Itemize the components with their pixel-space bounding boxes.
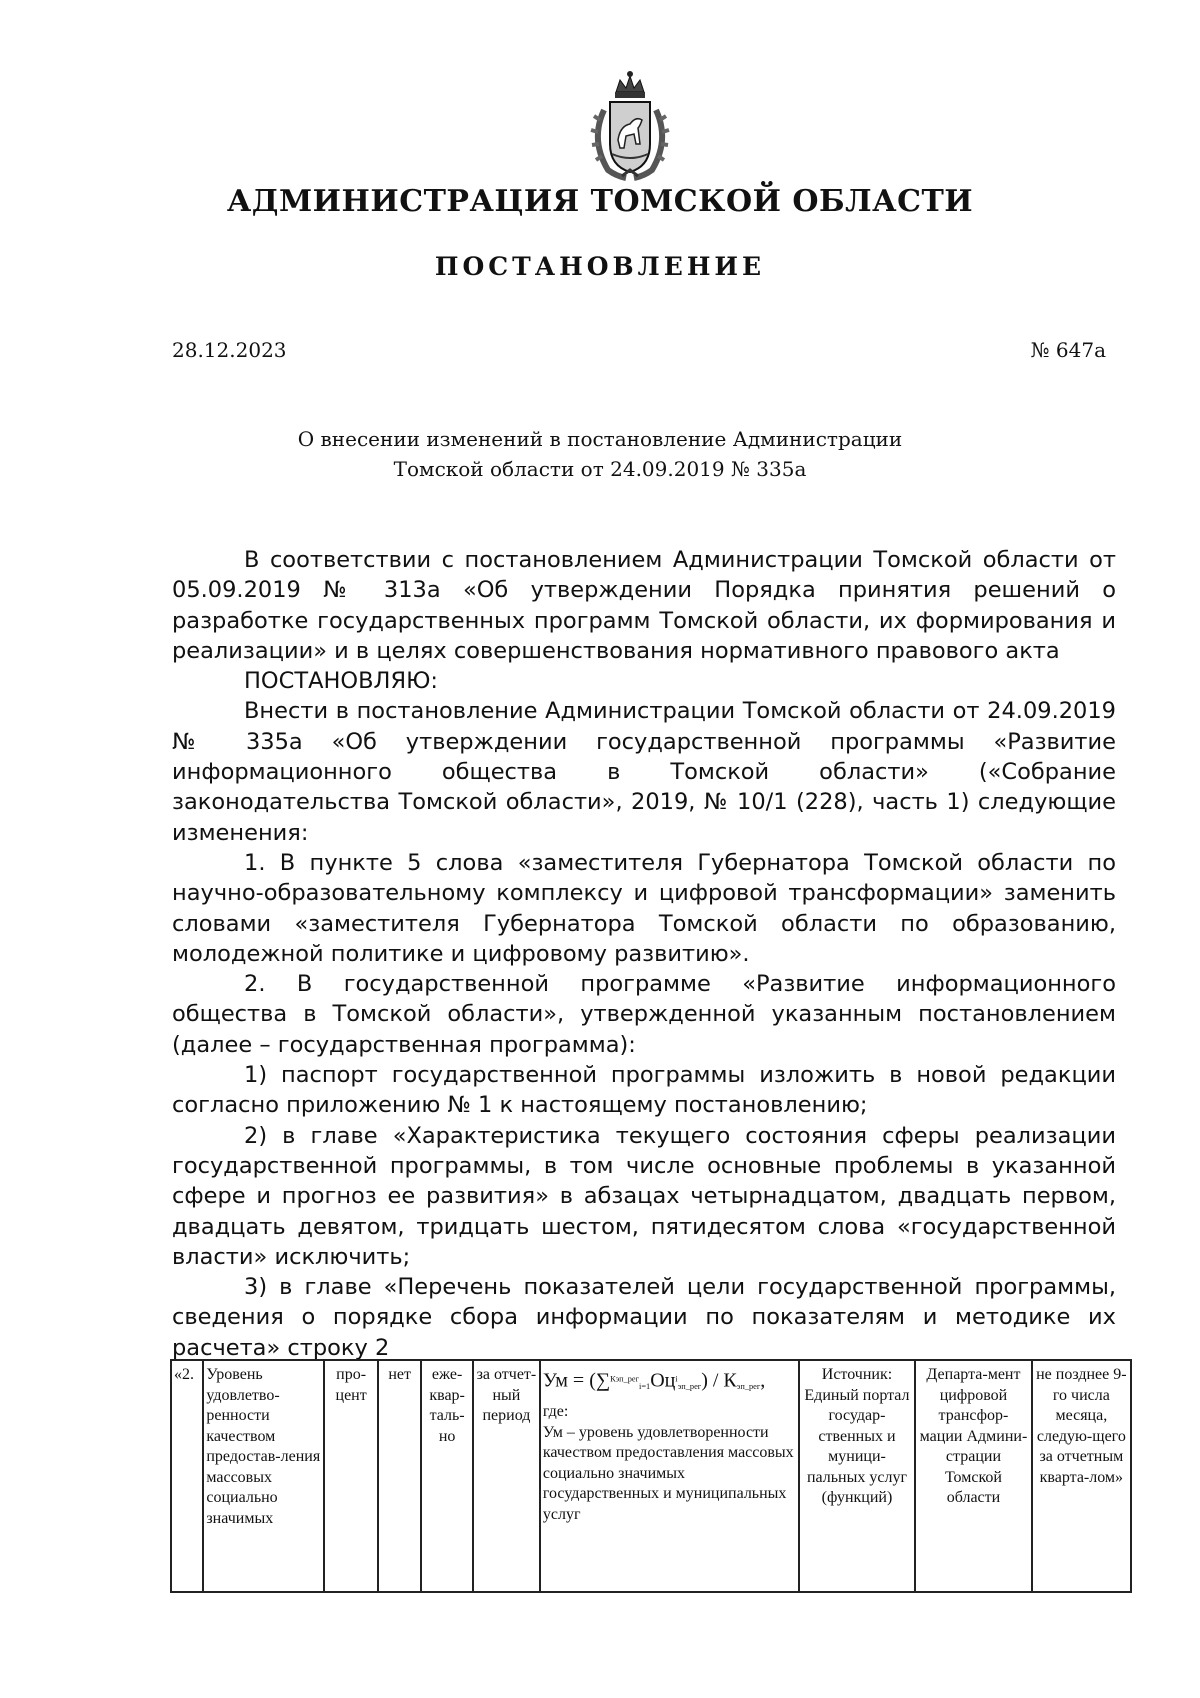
table-row: [171, 1360, 1131, 1592]
cell-deadline: не позднее 9-го числа месяца, следую-щего за отчетным кварта-лом»: [1032, 1360, 1131, 1592]
cell-indicator: Уровень удовлетво-ренности качеством предостав-ления массовых социально значимых: [203, 1360, 324, 1592]
decree-word: ПОСТАНОВЛЯЮ:: [244, 668, 438, 695]
organization-title: АДМИНИСТРАЦИЯ ТОМСКОЙ ОБЛАСТИ: [226, 184, 974, 219]
indicator-table-wrapper: [170, 1359, 1132, 1593]
formula-term-sub: эп_рег: [677, 1382, 702, 1392]
cell-responsible: Департа-мент цифровой трансфор-мации Админи-страции Томской области: [915, 1360, 1031, 1592]
formula-term: Оц: [650, 1369, 676, 1392]
cell-periodicity: еже-квар-таль-но: [421, 1360, 473, 1592]
formula-where: где:: [542, 1403, 569, 1421]
document-number: № 647а: [1030, 338, 1106, 362]
subject-line-1: О внесении изменений в постановление Администрации: [297, 427, 903, 451]
paragraph-amendment-intro: Внести в постановление Администрации Томской области от 24.09.2019 № 335а «Об утверждении государственной программы «Развитие информационного общества в Томской области» («Собрание законодательства Томской области», 2019, № 10/1 (228), часть 1) следующие изменения:: [172, 698, 1116, 846]
document-body: [172, 545, 1116, 1363]
formula-definition: Ум – уровень удовлетворенности качеством предоставления массовых социально значимых государственных и муниципальных услуг: [542, 1423, 794, 1523]
subject-line-2: Томской области от 24.09.2019 № 335а: [393, 457, 807, 481]
calculation-formula: [543, 1365, 796, 1402]
paragraph-item-1: 1. В пункте 5 слова «заместителя Губернатора Томской области по научно-образовательному комплексу и цифровой трансформации» заменить словами «заместителя Губернатора Томской области по образованию, молодежной политике и цифровому развитию».: [172, 849, 1116, 967]
cell-source: Источник: Единый портал государ-ственных и муници-пальных услуг (функций): [799, 1360, 915, 1592]
formula-limit-bottom: i=1: [639, 1382, 651, 1392]
paragraph-basis: В соответствии с постановлением Администрации Томской области от 05.09.2019 № 313а «Об утверждении Порядка принятия решений о разработке государственных программ Томской области, их формирования и реализации» и в целях совершенствования нормативного правового акта: [172, 547, 1116, 664]
coat-of-arms-icon: [586, 70, 674, 182]
formula-divisor-sub: эп_рег: [736, 1382, 761, 1392]
formula-limit-top: Кэп_рег: [610, 1375, 640, 1384]
indicator-table: [170, 1359, 1132, 1593]
paragraph-subitem-1: 1) паспорт государственной программы изложить в новой редакции согласно приложению № 1 к настоящему постановлению;: [172, 1062, 1116, 1119]
cell-row-number: «2.: [171, 1360, 203, 1592]
paragraph-item-2: 2. В государственной программе «Развитие информационного общества в Томской области», утвержденной указанным постановлением (далее – государственная программа):: [172, 971, 1116, 1058]
document-subject: [0, 424, 1200, 484]
cell-unit: про-цент: [324, 1360, 378, 1592]
formula-tail: ,: [760, 1369, 766, 1392]
cell-period: за отчет-ный период: [473, 1360, 540, 1592]
formula-divisor: ) / К: [701, 1369, 737, 1392]
document-type-heading: ПОСТАНОВЛЕНИЕ: [434, 252, 766, 281]
paragraph-subitem-2: 2) в главе «Характеристика текущего состояния сферы реализации государственной программы, в том числе основные проблемы в указанной сфере и прогноз ее развития» в абзацах четырнадцатом, двадцать первом, двадцать девятом, тридцать шестом, пятидесятом слова «государственной власти» исключить;: [172, 1122, 1116, 1270]
document-date: 28.12.2023: [172, 338, 287, 362]
cell-flag: нет: [378, 1360, 421, 1592]
formula-term-sup: i: [675, 1375, 678, 1384]
formula-main: Ум = (∑: [542, 1369, 611, 1392]
cell-formula: [540, 1360, 799, 1592]
paragraph-subitem-3: 3) в главе «Перечень показателей цели государственной программы, сведения о порядке сбора информации по показателям и методике их расчета» строку 2: [172, 1274, 1116, 1361]
